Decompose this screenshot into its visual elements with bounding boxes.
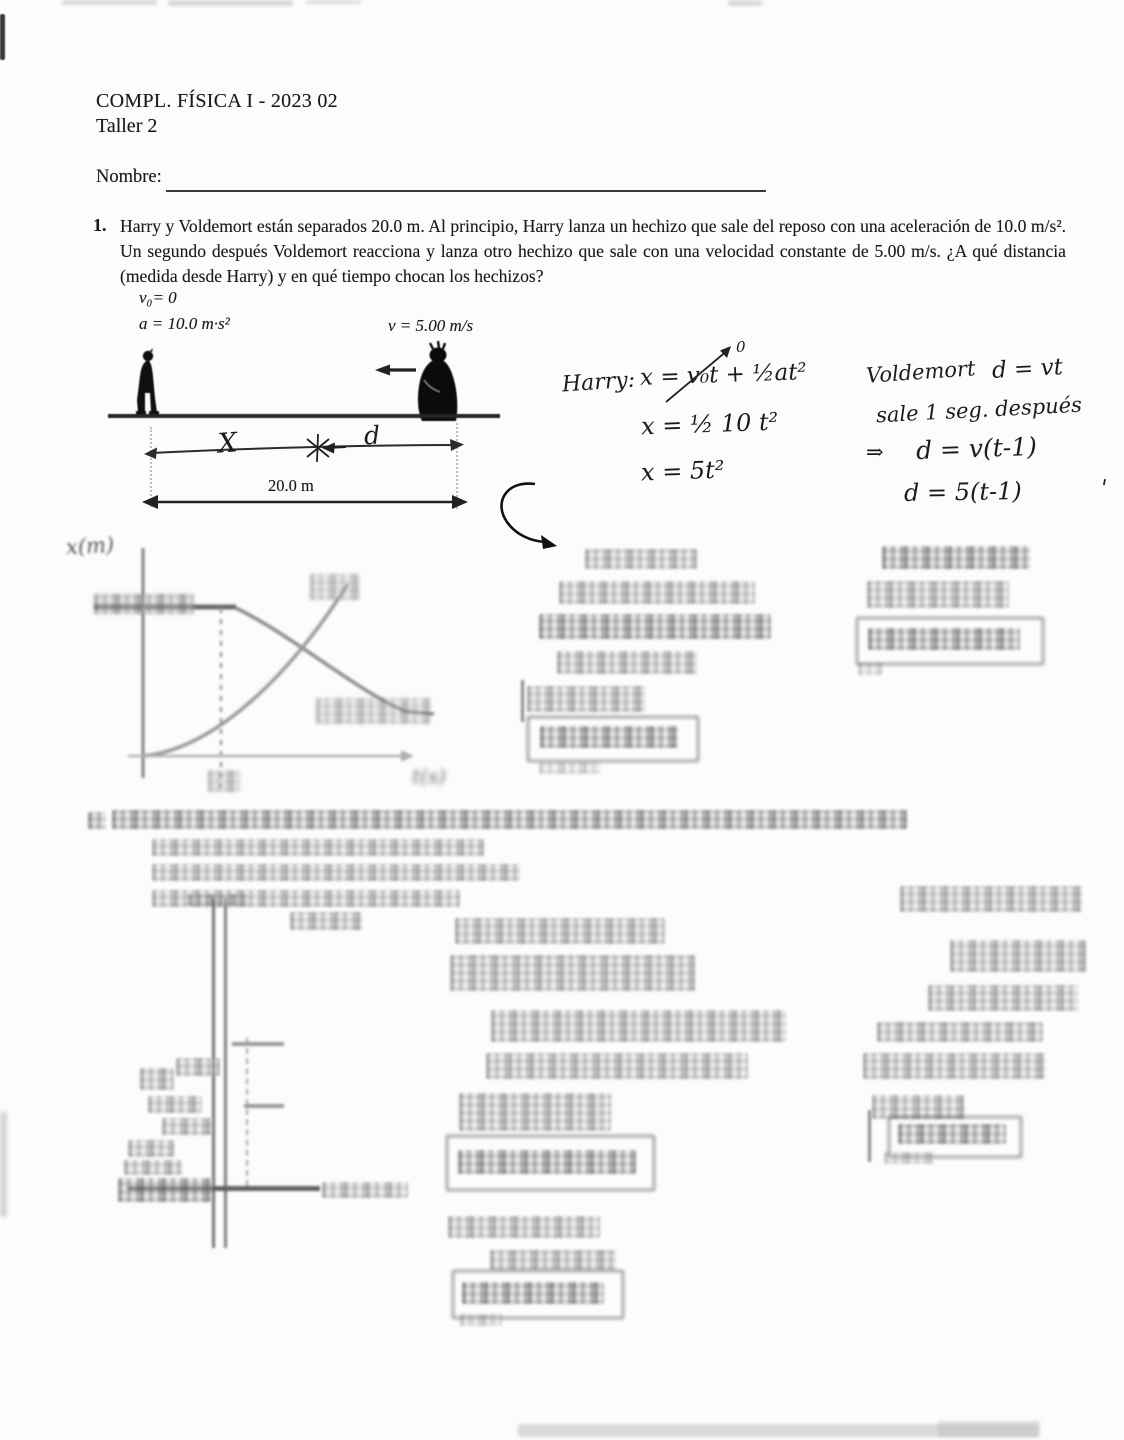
scan-artifact: [306, 0, 361, 4]
harry-eq-1-post: + ½at²: [717, 359, 808, 389]
blurred-problem2-item-a: [152, 839, 484, 856]
blurred-equation: [950, 940, 1086, 972]
blurred-equation: [462, 1282, 604, 1304]
blurred-equation: [455, 918, 665, 944]
blurred-equation: [486, 1053, 748, 1079]
blurred-equation: [900, 886, 1082, 912]
harry-eq-3: x = 5t²: [640, 455, 725, 487]
voldemort-eq-3: d = 5(t-1): [903, 476, 1022, 508]
blurred-bracket: [868, 1110, 871, 1162]
harry-eq-1-zero: 0: [736, 338, 746, 356]
distance-x-label: X: [216, 427, 239, 460]
blurred-equation: [450, 955, 695, 991]
blurred-label: [290, 912, 362, 930]
name-underline: [166, 190, 766, 192]
harry-work-label: Harry:: [561, 367, 636, 398]
voldemort-work-label: Voldemort: [865, 356, 977, 388]
scan-artifact: [0, 1112, 7, 1217]
blurred-problem2-item-b: [152, 864, 520, 881]
blurred-equation: [539, 762, 601, 774]
workshop-title: Taller 2: [96, 115, 158, 137]
cancel-arrow: [638, 336, 750, 408]
blurred-equation: [585, 549, 697, 569]
blurred-equation: [557, 651, 697, 674]
blurred-equation: [928, 985, 1078, 1011]
position-time-graph-blurred: [58, 528, 528, 820]
blurred-equation: [458, 1150, 636, 1174]
blurred-equation: [868, 628, 1020, 650]
problem1-statement: Harry y Voldemort están separados 20.0 m. Al principio, Harry lanza un hechizo que sale del reposo con una aceleración de 10.0 m/s². Un segundo después Voldemort reacciona y lanza otro hechizo que sale con una velocidad constante de 5.00 m/s. ¿A qué distancia (medida desde Harry) y en qué tiempo chocan los hechizos?: [120, 216, 1066, 286]
blurred-equation: [539, 614, 771, 639]
graph-y-axis-label: x(m): [65, 532, 115, 560]
blurred-equation: [858, 663, 882, 675]
blurred-equation: [882, 546, 1030, 569]
total-span-arrow: [140, 490, 470, 514]
blurred-equation: [459, 1093, 611, 1131]
distance-d-label: d: [363, 420, 381, 451]
scan-artifact: [168, 0, 293, 6]
harry-eq-2: x = ½ 10 t²: [640, 407, 779, 441]
sketch-dashed-line: [246, 1038, 248, 1186]
velocity-label: v = 5.00 m/s: [388, 316, 474, 335]
blurred-graph-label: [208, 770, 240, 792]
acceleration-label: a = 10.0 m·s²: [139, 314, 230, 333]
ground-line: [108, 414, 500, 418]
blurred-sketch-label: [124, 1160, 182, 1175]
blurred-sketch-label: [188, 894, 248, 906]
harry-figure: [126, 348, 170, 420]
blurred-equation: [490, 1250, 616, 1270]
stray-mark: ': [1097, 475, 1109, 502]
blurred-equation: [448, 1216, 600, 1238]
x-d-span-arrow: [142, 420, 472, 470]
blurred-problem2-statement: [112, 810, 907, 829]
harry-eq-1-cancelled-term: v₀t: [686, 362, 719, 390]
blurred-graph-label: [316, 698, 430, 724]
total-span-label: 20.0 m: [268, 476, 314, 495]
blurred-equation: [540, 726, 678, 748]
blurred-equation: [863, 1053, 1045, 1079]
blurred-sketch-label: [322, 1182, 408, 1198]
course-title: COMPL. FÍSICA I - 2023 02: [96, 90, 338, 112]
blurred-equation: [491, 1010, 786, 1042]
blurred-graph-label: [310, 574, 360, 600]
scan-artifact: [728, 0, 762, 6]
scan-artifact: [62, 0, 157, 5]
blurred-sketch-label: [128, 1140, 174, 1157]
blurred-equation: [877, 1022, 1043, 1042]
problem1-number: 1.: [93, 215, 107, 235]
name-label: Nombre:: [96, 167, 162, 187]
blurred-problem2-number: [88, 812, 106, 829]
scan-artifact: [0, 14, 5, 60]
scan-artifact: [938, 1421, 1040, 1437]
voldemort-eq-1: d = vt: [991, 354, 1064, 384]
voldemort-figure: [410, 340, 466, 424]
blurred-sketch-label: [162, 1118, 212, 1135]
voldemort-eq-2: d = v(t-1): [915, 431, 1038, 466]
implies-arrow: ⇒: [866, 440, 884, 464]
voldemort-note: sale 1 seg. después: [875, 392, 1083, 428]
graph-x-axis-label: t(s): [412, 764, 446, 788]
blurred-equation: [460, 1314, 502, 1326]
blurred-sketch-label: [140, 1068, 174, 1090]
sketch-tick: [232, 1042, 284, 1046]
initial-velocity-label: v₀= 0: [139, 288, 177, 307]
blurred-equation: [527, 686, 645, 712]
blurred-sketch-label: [176, 1058, 220, 1076]
graph-axes-and-curves: [58, 528, 528, 820]
blurred-equation: [898, 1124, 1006, 1144]
harry-eq-1-pre: x =: [639, 363, 688, 391]
motion-arrow: [372, 362, 420, 378]
blurred-equation: [884, 1152, 934, 1164]
blurred-bracket: [521, 680, 524, 722]
blurred-graph-label: [94, 594, 194, 614]
blurred-equation: [559, 581, 755, 604]
blurred-sketch-label: [148, 1096, 202, 1113]
sketch-tick: [244, 1104, 284, 1108]
blurred-equation: [867, 581, 1009, 608]
blurred-sketch-label: [118, 1178, 212, 1202]
